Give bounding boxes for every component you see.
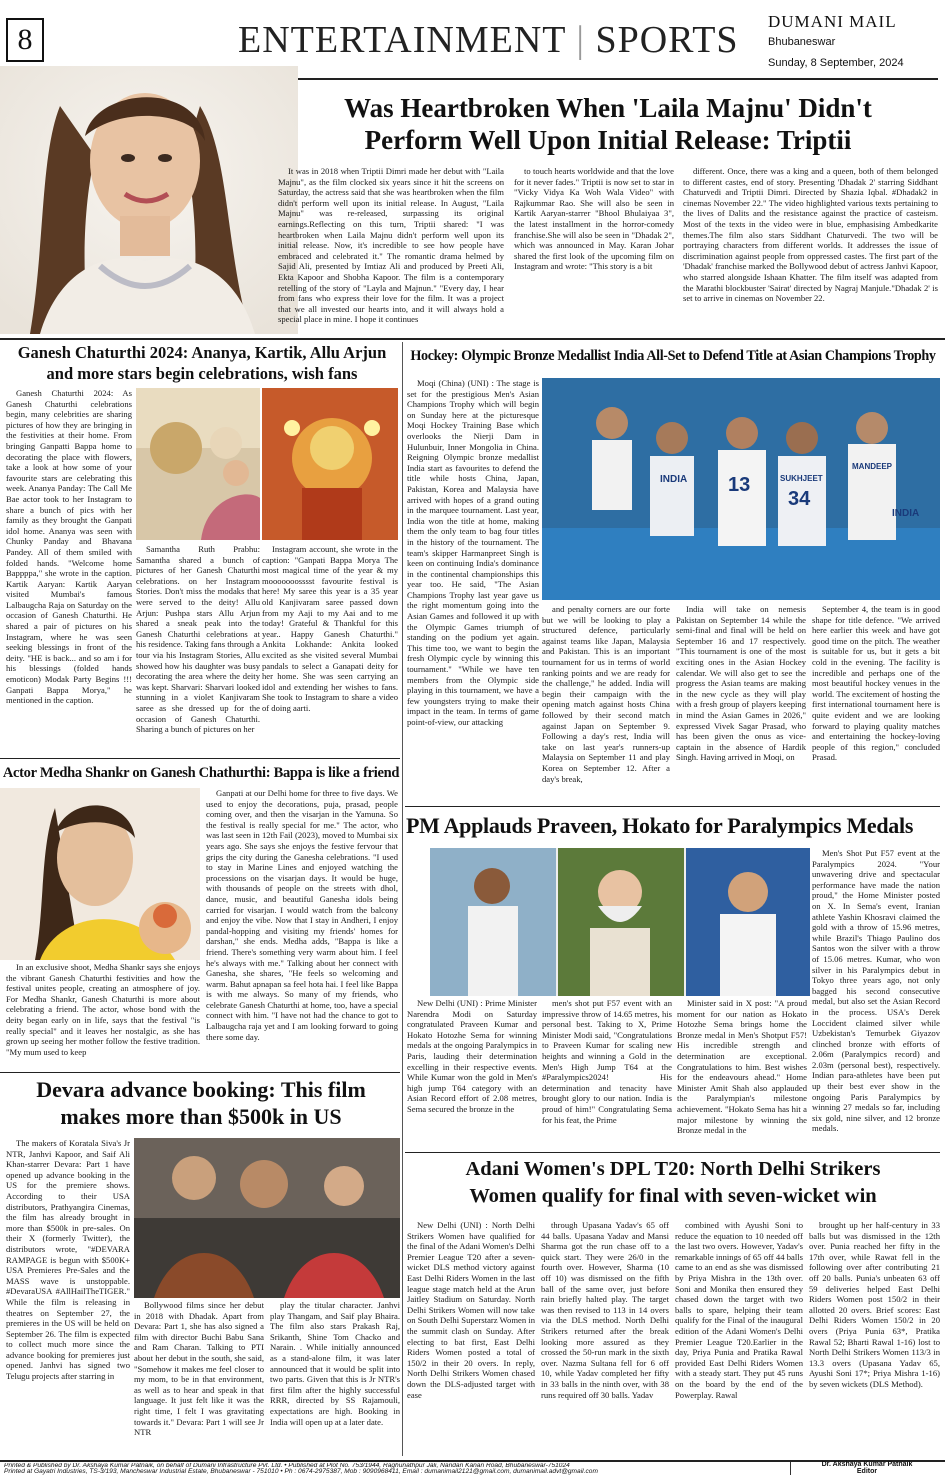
footer-line-2: Printed at Gayatri Industries, TS-3/193, Mancheswar Industrial Estate, Bhubaneswar - 751010 • Ph : 0674-2975387, Mob : 9090968411, Email : dumanimail2121@gmail.com, dumanimail.advt@gmail.com: [4, 1468, 598, 1475]
jersey-number-34: 34: [788, 488, 811, 510]
adani-headline: [406, 1156, 940, 1210]
hockey-col-1: Moqi (China) (UNI) : The stage is set for the prestigious Men's Asian Champions Trophy which will begin on Sunday here at the picturesque Moqi Hockey Training Base which overlooks the Nierji Dam in Hulunbuir, Inner Mongolia in China. Reigning Olympic bronze medallist India start as favourites to defend the title while hosts China, Japan, Pakistan, Korea and Malaysia have arrived with hopes of a grand outing in the marquee tournament. Last year, India won the title at home, making them the only team to bag four titles in the history of the tournament. The team's skipper Harmanpreet Singh is keen on continuing India's dominance in the continental championships this year too. He said, "The Asian Champions Trophy last year gave us the right momentum going into the Asian Games and followed it up with the Olympic Games triumph of standing on the podium yet again. This time too, we want to begin the fresh Olympic cycle by winning this tournament." "While we have ten members from the Olympic side playing in this tournament, we have a few youngsters trying to make their impact in the team. In terms of game point-of-view, our attacking: [407, 378, 539, 727]
pm-top-rule: [405, 806, 940, 807]
medha-top-rule: [0, 758, 400, 759]
page-number-box: [6, 18, 44, 62]
footer-editor: [790, 1462, 943, 1475]
masthead-city: Bhubaneswar: [768, 36, 836, 48]
pm-col-2: men's shot put F57 event with an impressive throw of 14.65 metres, his personal best. Taking to X, Prime Minister Modi said, "Congratulations to Praveen Kumar for scaling new heights and winning a Gold in the Men's High Jump T64 at the #Paralympics2024! His determination and tenacity have brought glory to our nation. India is proud of him!" Congratulating Sema for his feat, the Prime: [542, 998, 672, 1125]
medha-photo: [0, 788, 200, 960]
ganesh-headline-line1: Ganesh Chaturthi 2024: Ananya, Kartik, Allu Arjun: [17, 343, 387, 362]
devara-col-2: Bollywood films since her debut in 2018 with Dhadak. Apart from Devara: Part 1, she has also signed a film with director Buchi Babu Sana and Ram Charan. Talking to PTI about her debut in the south, she said, "Somehow it makes me feel closer to my mom, to be in that environment, as well as to hear and speak in that language. It just felt like it was the right time, I felt I was gravitating towards it." Devara: Part 1 will see Jr NTR: [134, 1300, 264, 1438]
medha-col-1: In an exclusive shoot, Medha Shankr says she enjoys the vibrant Ganesh Chaturthi festivities and how the festival unites people, creating an atmosphere of joy. For Medha Shankr, Ganesh Chaturthi is more about celebrating a friend. The actor, whose bond with the deity began early on in life, says that the festival "is really special" and it leaves her nostalgic, as she has grown up seeing her mother follow the festive tradition. "My mum used to keep: [6, 962, 200, 1057]
devara-poster: [134, 1138, 400, 1298]
devara-headline-line1: Devara advance booking: This film: [36, 1077, 366, 1102]
ganesh-col-2: Samantha Ruth Prabhu: Samantha shared a bunch of pictures of her Ganesh Chaturthi celebrations. on her Instagram Stories. Don't miss the modaks that were served to the deity! Allu Arjun: Pushpa stars Allu Arjun shared a sneak peak into the Ganesh Chaturthi celebrations at his residence. Taking fans through a tour via his Instagram Stories, Allu showed how his daughter was busy decorating the area where the deity was kept. Sharvari: Sharvari looked stunning in a violet Kanjivaram saree as she dressed up for the occasion of Ganesh Chaturthi. Sharing a bunch of pictures on her: [136, 544, 260, 735]
triptii-photo: [0, 66, 298, 334]
editor-name: Dr. Akshaya Kumar Patnaik: [821, 1461, 913, 1468]
hockey-col-2: and penalty corners are our forte but we will be looking to play a structured defence, particularly against teams like Japan, Malaysia and Pakistan. This is an important tournament for us in terms of world ranking points and we are ready for the challenge," he added. India will begin their campaign with the opening match against hosts China followed by their second match against Japan on September 9. Following a day's rest, India will take on last year's runners-up Malaysia on September 11 and play Korea on September 12. After a day's break,: [542, 604, 670, 784]
adani-top-rule: [405, 1152, 940, 1153]
editor-title: Editor: [856, 1467, 878, 1475]
lead-col-3: different. Once, there was a king and a queen, both of them belonged to different castes, end of story. Presenting 'Dhadak 2' starring Siddhant Chaturvedi and Triptii Dimri. Directed by Shazia Iqbal. #Dhadak2 in cinemas November 22." The video highlighted various texts pertaining to the lives of Dalits and the resistance against the practice of casteism. Most of the texts in the video were in blue, emphasising Ambedkarite themes.The film also stars Siddhant Chaturvedi. The two will be portraying characters from different worlds. It addresses the issue of discrimination against people from oppressed castes. The first part of the 'Dhadak' franchise marked the Bollywood debut of actress Janhvi Kapoor, who starred alongside Ishaan Khatter. The film itself was adapted from the Marathi blockbuster 'Sairat' directed by Nagraj Manjule."Dhadak 2' is set to arrive in cinemas on November 22.: [683, 166, 938, 304]
adani-headline-line2: Women qualify for final with seven-wicket win: [469, 1185, 877, 1207]
adani-col-1: New Delhi (UNI) : North Delhi Strikers Women have qualified for the final of the Adani Women's Delhi Premier League T20 after a seven-wicket DLS method victory against East Delhi Riders Women in the last league stage match held at the Arun Jaitley Stadium on Saturday. North Delhi Strikers Women will now take on South Delhi Superstarz Women in the summit clash on Sunday. After electing to bat first, East Delhi Riders Women posted a total of 150/2 in their 20 overs. In reply, North Delhi Strikers Women chased down the DLS-adjusted target with ease: [407, 1220, 535, 1400]
hockey-photo: [542, 378, 940, 600]
footer-line-1: Printed & Published by Dr. Akshaya Kumar Patnaik, on behalf of Dumani Infrastructure Pvt. Ltd. • Published at Plot No. 753/1944, Raghunathpur Jali, Nandan Kanan Road, Bhubaneswar-751024: [4, 1463, 570, 1469]
ganesh-col-1: Ganesh Chaturthi 2024: As Ganesh Chaturthi celebrations begin, many celebrities are sharing pictures of how they are bringing in the festivities at their home. From bringing Ganpatti Bappa home to decorating the place with flowers, take a look at how some of your favourite stars are celebrating this week. Ananya Panday: The Call Me Bae actor took to her Instagram to share a bunch of pics with her family as they brought the Ganpati idol home. Ananya was seen with Chunky Panday and Bhavana Pandey. All of them smiled with folded hands. "Welcome home Bappppa," she wrote in the caption. Kartik Aaryan: Kartik Aaryan visited Mumbai's famous Lalbaugcha Raja on Saturday on the occasion of Ganesh Chaturthi. He shared a pair of pictures on his Instagram, where he was seen seeking blessings in front of the deity. "HE is back... and so am i for his blessings (folded hands emoticon) Modak Party Begins !!! Ganpati Bappa Morya," he mentioned in the caption.: [6, 388, 132, 706]
page-number: 8: [17, 23, 33, 56]
pm-photos: [430, 848, 810, 996]
hockey-headline: Hockey: Olympic Bronze Medallist India All-Set to Defend Title at Asian Champions Trophy: [410, 348, 936, 364]
lead-col-2: to touch hearts worldwide and that the love for it never fades." Triptii is now set to star in "Vicky Vidya Ka Woh Wala Video" with Rajkummar Rao. She will also be seen in Kartik Aaryan-starrer "Bhool Bhulaiyaa 3", the latest installment in the horror-comedy franchise.She will also be seen in "Dhadak 2", which was announced in May. Karan Johar shared the first look of the upcoming film on Instagram and wrote: "This story is a bit: [514, 166, 674, 272]
pm-headline: PM Applauds Praveen, Hokato for Paralympics Medals: [406, 813, 914, 838]
lead-headline-line2: Perform Well Upon Initial Release: Triptii: [364, 125, 852, 155]
footer-imprint: [4, 1463, 784, 1475]
jersey-number-13: 13: [728, 474, 751, 496]
adani-col-4: brought up her half-century in 33 balls but was dismissed in the 12th over. Punia reached her fifty in the 17th over, while Rawat fell in the following over after contributing 21 off 20 balls. Punia's unbeaten 63 off 59 deliveries helped East Delhi Riders Women post 150/2 in their allotted 20 overs. Brief scores: East Delhi Riders Women 150/2 in 20 overs (Priya Punia 63*, Pratika Rawal 52; Bharti Rawal 1-16) lost to North Delhi Strikers Women 113/3 in 13.3 overs (Upasana Yadav 65, Ayushi Soni 17*; Priya Mishra 1-16) by seven wickets (DLS Method).: [809, 1220, 940, 1389]
devara-col-3: play the titular character. Janhvi play Thangam, and Saif play Bhaira. The film also stars Prakash Raj, Srikanth, Shine Tom Chacko and Narain. . While initially announced as a stand-alone film, it was later announced that it would be split into two parts. Given that this is Jr NTR's first film after the highly successful RRR, directed by SS Rajamouli, expectations are high. Booking in India will open up at a later date.: [270, 1300, 400, 1427]
ganesh-photo-kartik: [262, 388, 398, 540]
center-divider: [402, 342, 403, 1456]
ganesh-photo-ananya: [136, 388, 260, 540]
lead-bottom-rule: [0, 338, 945, 340]
jersey-india-2: INDIA: [892, 508, 920, 519]
jersey-sukhjeet: SUKHJEET: [780, 474, 823, 483]
devara-col-1: The makers of Koratala Siva's Jr NTR, Janhvi Kapoor, and Saif Ali Khan-starrer Devara: Part 1 have opened up advance booking in the US for the premiere shows. According to their USA distributors, Prathyangira Cinemas, the film has already brought in more than $500k in pre-sales. On their X (formerly Twitter), the distributors wrote, "#DEVARA RAMPAGE is begun with $500K+ USA Premieres Pre-Sales and the MASS wave is unstoppable. #DevaraUSA #AllHailTheTIGER." While the film is releasing in theatres on September 27, the premieres in the US will be held on September 26. The film is expected to collect much more since the advance booking for premieres just opened. Janhvi has signed two Telugu projects after starring in: [6, 1138, 130, 1382]
medha-headline: Actor Medha Shankr on Ganesh Chathurthi: Bappa is like a friend: [2, 765, 400, 781]
lead-headline-line1: Was Heartbroken When 'Laila Majnu' Didn't: [344, 93, 872, 123]
adani-col-3: combined with Ayushi Soni to reduce the equation to 10 needed off the last two overs. However, Yadav's remarkable innings of 65 off 44 balls came to an end as she was dismissed by Priya Mishra in the 13th over. Soni and Monika then ensured they chased down the target with two balls to spare, helping their team qualify for the Final of the inaugural edition of the Adani Women's Delhi Premier League T20.Earlier in the day, Priya Punia and Pratika Rawal provided East Delhi Riders Women with a steady start. They put 45 runs on the board by the end of the Powerplay. Rawal: [675, 1220, 803, 1400]
paper-name: DUMANI MAIL: [768, 12, 897, 31]
lead-col-1: It was in 2018 when Triptii Dimri made her debut with "Laila Majnu", as the film clocked six years since it hit the screens on Saturday, the actress said that she was heartbroken when the film didn't perform well upon its initial release. In August, "Laila Majnu" was re-released, surpassing its original earnings.Reflecting on this turn, Triptii shared: "I was heartbroken when Laila Majnu didn't perform well upon its initial release. Now, it's incredible to see how people have embraced and celebrated it." The romantic drama helmed by Sajid Ali, presented by Imtiaz Ali and produced by Preeti Ali, Ekta Kapoor and Shobha Kapoor. The film is a contemporary retelling of the story of "Layla and Majnun." "Every day, I hear from fans who express their love for the film. It was a project that we all invested our hearts into, and it will always hold a special place in mine. I hope it continues: [278, 166, 504, 325]
adani-headline-line1: Adani Women's DPL T20: North Delhi Strikers: [465, 1158, 881, 1180]
masthead-date: Sunday, 8 September, 2024: [768, 57, 904, 69]
hockey-col-4: September 4, the team is in good shape for title defence. "We arrived here earlier this week and have got good time on the pitch. The weather is suitable for us, but it gets a bit cold in the evening. The facility is incredible and perhaps one of the most beautiful hockey venues in the world. The excitement of hosting the first international tournament here is quite evident and we are looking forward to playing quality matches and entertaining the hockey-loving people of this region," concluded Prasad.: [812, 604, 940, 763]
section-title: ENTERTAINMENT | SPORTS: [238, 19, 739, 61]
pm-col-3: Minister said in X post: "A proud moment for our nation as Hokato Hotozhe Sema brings home the Bronze medal in Men's Shotput F57! His incredible strength and determination are exceptional. Congratulations to him. Best wishes for the endeavours ahead." Home Minister Amit Shah also applauded the Paralympian's milestone achievement. "Hokato Sema has hit a major milestone by winning the Bronze medal in the: [677, 998, 807, 1136]
section-left: ENTERTAINMENT: [238, 19, 566, 61]
ganesh-headline-line2: and more stars begin celebrations, wish fans: [46, 364, 358, 383]
devara-headline-line2: makes more than $500k in US: [60, 1104, 342, 1129]
masthead-rule: [236, 78, 938, 80]
hockey-col-3: India will take on nemesis Pakistan on September 14 while the semi-final and final will be held on September 16 and 17 respectively. "This tournament is one of the most exciting ones in the Asian Hockey calendar. We will also get to see the progress the Asian teams are making in the new cycle as they will play with a fresh group of players keeping in mind the Asian Games in 2026," expressed Vivek Sagar Prasad, who has been given the onus as vice-captain in the absence of Hardik Singh. Having arrived in Moqi, on: [676, 604, 806, 763]
pm-col-4: Men's Shot Put F57 event at the Paralympics 2024. "Your unwavering drive and spectacular performance have made the nation proud," the Home Minister posted on X. In Sema's event, Iranian athlete Yashin Khosravi claimed the gold with a throw of 15.96 metres, while Brazil's Thiago Paulino dos Santos won the silver with a throw of 15.06 metres. Kumar, who won silver in his Paralympics debut in Tokyo three years ago, not only bagged his second consecutive medal, but also set the Asian Record in the process. USA's Derek Loccident claimed silver while Uzbekistan's Temurbek Giyazov clinched bronze with efforts of 2.06m (Paralympics record) and 2.03m (personal best), respectively. Indian para-athletes have been put up their best ever show in the ongoing Paris Paralympics by winning 27 medals so far, including six gold, nine silver, and 12 bronze medals.: [812, 848, 940, 1134]
devara-top-rule: [0, 1072, 400, 1073]
adani-col-2: through Upasana Yadav's 65 off 44 balls. Upasana Yadav and Mansi Sharma got the run chase off to a quick start. They were 26/0 in the fourth over. However, Sharma (10 off 10) was dismissed on the fifth ball of the same over, just before rain briefly halted play. The target was then revised to 113 in 14 overs via the DLS method. North Delhi Strikers returned after the break looking more assured as they crossed the 50-run mark in the sixth over. Nazma Sultana fell for 6 off 10, while Yadav completed her fifty in 33 balls in the ninth over, with 38 runs required off 30 balls. Yadav: [541, 1220, 669, 1400]
pm-col-1: New Delhi (UNI) : Prime Minister Narendra Modi on Saturday congratulated Praveen Kumar and Hokato Hotozhe Sema for winning medals at the ongoing Paralympics in Paris, lauding their determination excelling in their respective events. While Kumar won the gold in Men's high jump T64 category with an Asian Record effort of 2.08 metres, Sema secured the bronze in the: [407, 998, 537, 1114]
devara-headline: [2, 1076, 400, 1130]
ganesh-headline: [4, 342, 400, 384]
jersey-india-1: INDIA: [660, 474, 688, 485]
medha-col-2: Ganpati at our Delhi home for three to five days. We used to enjoy the decorations, puja, prasad, people coming over, and then the visarjan in the Yamuna. So the festival is really special for me." The actor, who was last seen in 12th Fail (2023), moved to Mumbai six years ago. She says she enjoys the festive fervour that grips the city during the Ganesha celebrations. "I used to stay in Marine Lines and enjoyed watching the processions on the visarjan days. It would be huge, with thousands of people on the streets with dhol, dance, music, and beautiful Ganesha idols being carried for visarjan. I would watch from the balcony and enjoy the vibe. Now that I stay in Andheri, I enjoy pandal-hopping and visiting my friends' homes for darshan," she ends. Medha adds, "Bappa is like a friend. There's something very warm about him. I feel he's always with me." Talking about her connect with Ganesha, she shares, "He feels so welcoming and warm. Bahut apnapan sa feel hota hai. I feel like Bappa is with me always. So many of my friends, who celebrate Ganesh Chaturthi at home, too, have a special connect with him. "I have not had the chance to got to Lalbaugcha raja yet and I am looking forward to going there some day.: [206, 788, 398, 1042]
ganesh-col-3: Instagram account, she wrote in the caption: "Ganpati Bappa Morya The most magical time of the year & my mooooooosssst favourite festival is here! My saree this year is a 35 year old Kanjivaram saree passed down from my Aaji to my Aai and to me today! Grateful & Thankful for this year.. Happy Ganesh Chaturthi." Ankita Lokhande: Ankita looked excited as she visited several Mumbai pandals to select a Ganapati deity for her home. She was seen carrying an idol and extending her wishes to fans. She took to Instagram to share a video of doing aarti.: [262, 544, 398, 713]
section-right: SPORTS: [595, 19, 739, 61]
jersey-mandeep: MANDEEP: [852, 462, 893, 471]
lead-headline: [278, 92, 938, 156]
